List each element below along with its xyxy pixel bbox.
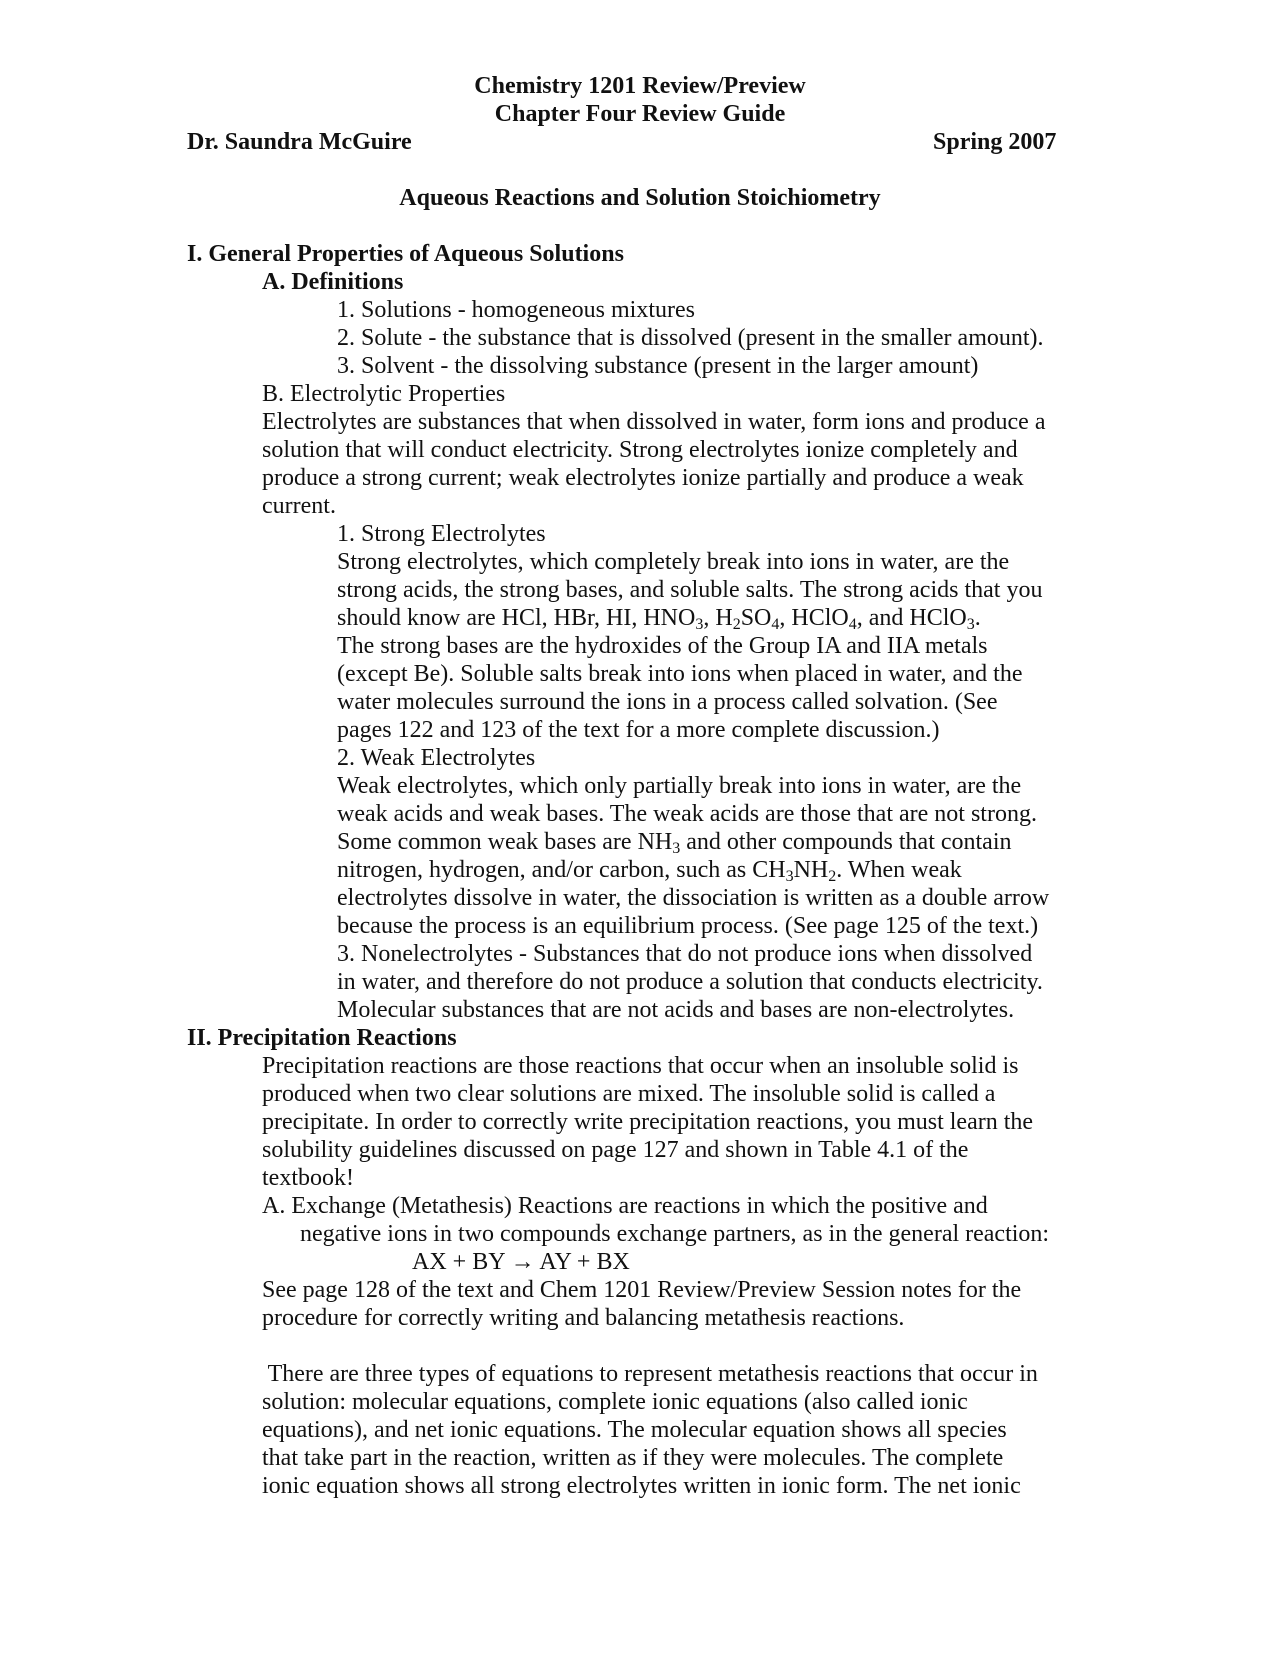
paragraph-line: equations), and net ionic equations. The molecular equation shows all species bbox=[262, 1417, 1007, 1443]
paragraph-line: There are three types of equations to represent metathesis reactions that occur in bbox=[262, 1361, 1038, 1387]
paragraph-line: strong acids, the strong bases, and soluble salts. The strong acids that you bbox=[337, 577, 1043, 603]
definition-item: 3. Solvent - the dissolving substance (present in the larger amount) bbox=[337, 353, 979, 379]
paragraph-line: water molecules surround the ions in a process called solvation. (See bbox=[337, 689, 998, 715]
definition-item: 2. Solute - the substance that is dissolved (present in the smaller amount). bbox=[337, 325, 1044, 351]
paragraph-line: solution: molecular equations, complete ionic equations (also called ionic bbox=[262, 1389, 968, 1415]
paragraph-line: (except Be). Soluble salts break into ions when placed in water, and the bbox=[337, 661, 1023, 687]
topic-title: Aqueous Reactions and Solution Stoichiometry bbox=[399, 185, 881, 211]
paragraph-line: Molecular substances that are not acids and bases are non-electrolytes. bbox=[337, 997, 1015, 1023]
section-2-heading: II. Precipitation Reactions bbox=[187, 1025, 457, 1051]
term: Spring 2007 bbox=[933, 129, 1057, 155]
paragraph-line: See page 128 of the text and Chem 1201 Review/Preview Session notes for the bbox=[262, 1277, 1022, 1303]
paragraph-line: weak acids and weak bases. The weak acids are those that are not strong. bbox=[337, 801, 1037, 827]
arrow-icon: → bbox=[510, 1249, 535, 1275]
paragraph-line: precipitate. In order to correctly write precipitation reactions, you must learn the bbox=[262, 1109, 1034, 1135]
nonelectrolytes-line: 3. Nonelectrolytes - Substances that do not produce ions when dissolved bbox=[337, 941, 1033, 967]
strong-electrolytes-heading: 1. Strong Electrolytes bbox=[337, 521, 546, 547]
paragraph-line: Strong electrolytes, which completely break into ions in water, are the bbox=[337, 549, 1010, 575]
weak-bases-line: Some common weak bases are $NH_3$ and other compounds that contain bbox=[337, 829, 1012, 857]
paragraph-line: negative ions in two compounds exchange partners, as in the general reaction: bbox=[300, 1221, 1050, 1247]
paragraph-line: procedure for correctly writing and balancing metathesis reactions. bbox=[262, 1305, 905, 1331]
paragraph-line: Weak electrolytes, which only partially break into ions in water, are the bbox=[337, 773, 1022, 799]
paragraph-line: textbook! bbox=[262, 1165, 354, 1191]
paragraph-line: current. bbox=[262, 493, 336, 519]
author-name: Dr. Saundra McGuire bbox=[187, 129, 412, 155]
paragraph-line: Precipitation reactions are those reactions that occur when an insoluble solid is bbox=[262, 1053, 1019, 1079]
paragraph-line: pages 122 and 123 of the text for a more complete discussion.) bbox=[337, 717, 940, 743]
strong-acids-line: should know are HCl, HBr, HI, $HNO_3$, $H_2SO_4$, HClO$_4$, and HClO$_3$. bbox=[337, 605, 981, 633]
weak-electrolytes-heading: 2. Weak Electrolytes bbox=[337, 745, 536, 771]
paragraph-line: solution that will conduct electricity. Strong electrolytes ionize completely and bbox=[262, 437, 1018, 463]
paragraph-line: electrolytes dissolve in water, the dissociation is written as a double arrow bbox=[337, 885, 1050, 911]
paragraph-line: that take part in the reaction, written as if they were molecules. The complete bbox=[262, 1445, 1004, 1471]
electrolytic-heading: B. Electrolytic Properties bbox=[262, 381, 506, 407]
definition-item: 1. Solutions - homogeneous mixtures bbox=[337, 297, 695, 323]
paragraph-line: produced when two clear solutions are mixed. The insoluble solid is called a bbox=[262, 1081, 996, 1107]
paragraph-line: solubility guidelines discussed on page 127 and shown in Table 4.1 of the bbox=[262, 1137, 969, 1163]
metathesis-heading: A. Exchange (Metathesis) Reactions are reactions in which the positive and bbox=[262, 1193, 988, 1219]
paragraph-line: produce a strong current; weak electrolytes ionize partially and produce a weak bbox=[262, 465, 1024, 491]
paragraph-line: Electrolytes are substances that when dissolved in water, form ions and produce a bbox=[262, 409, 1046, 435]
methylamine-line: nitrogen, hydrogen, and/or carbon, such as $CH_3NH_2$. When weak bbox=[337, 857, 962, 885]
paragraph-line: ionic equation shows all strong electrolytes written in ionic form. The net ionic bbox=[262, 1473, 1021, 1499]
section-1-heading: I. General Properties of Aqueous Solutions bbox=[187, 241, 624, 267]
paragraph-line: because the process is an equilibrium process. (See page 125 of the text.) bbox=[337, 913, 1039, 939]
course-title: Chemistry 1201 Review/Preview bbox=[474, 73, 806, 99]
paragraph-line: in water, and therefore do not produce a solution that conducts electricity. bbox=[337, 969, 1043, 995]
general-reaction-equation: AX + BY → AY + BX bbox=[412, 1249, 630, 1275]
guide-title: Chapter Four Review Guide bbox=[494, 101, 786, 127]
definitions-heading: A. Definitions bbox=[262, 269, 404, 295]
paragraph-line: The strong bases are the hydroxides of the Group IA and IIA metals bbox=[337, 633, 988, 659]
